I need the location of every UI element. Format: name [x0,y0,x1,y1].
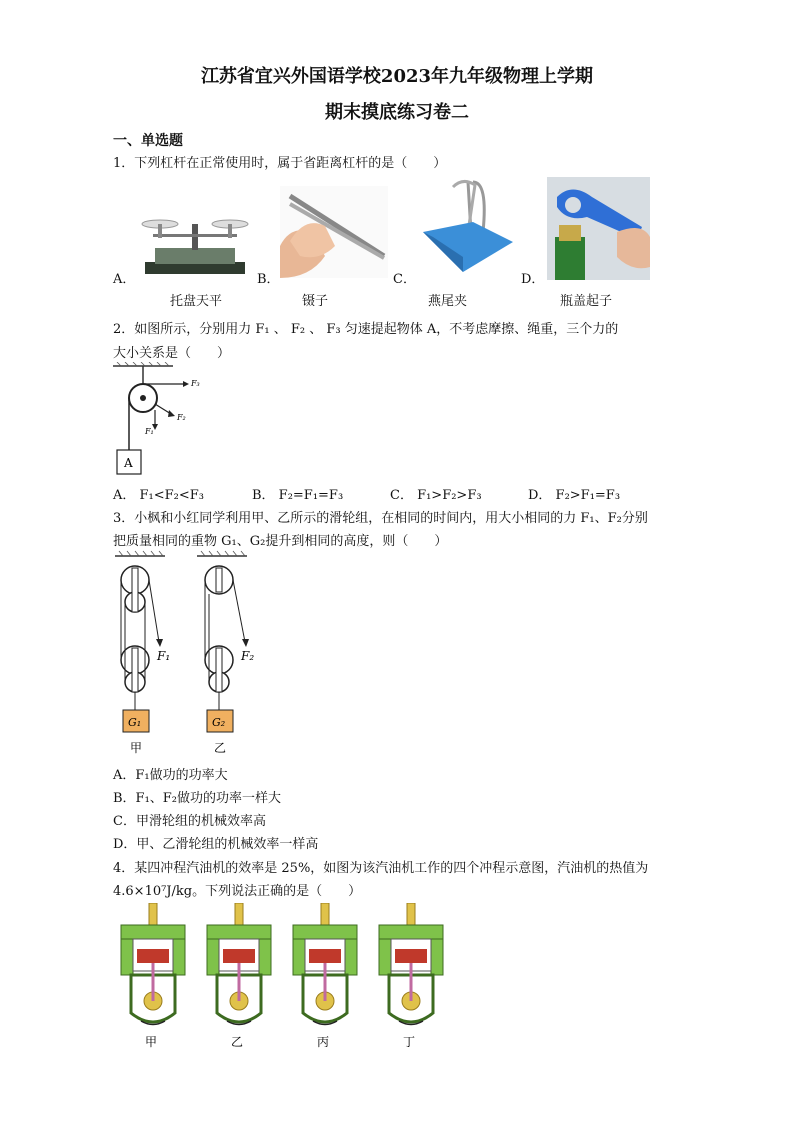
binder-clip-image [413,177,523,277]
q4-caption-ding: 丁 [403,1035,416,1049]
q1-option-b-caption: 镊子 [302,294,329,309]
q2-f1-label: F₁ [145,427,154,436]
balance-scale-image [135,210,255,280]
q3-right-force-label: F₂ [241,649,255,663]
q4-caption-bing: 丙 [317,1035,330,1049]
q2-pulley-figure [113,362,203,477]
q1-option-c-letter: C． [393,272,416,287]
q2-stem-line1: 2．如图所示，分别用力 F₁ 、 F₂ 、 F₃ 匀速提起物体 A，不考虑摩擦、绳重，三个力的 [113,322,619,337]
q3-left-weight-label: G₁ [128,716,142,729]
bottle-opener-image [547,177,650,280]
q3-option-d[interactable]: D．甲、乙滑轮组的机械效率一样高 [113,837,319,852]
section-heading: 一、单选题 [113,133,183,149]
q3-left-force-label: F₁ [157,649,171,663]
q3-right-caption: 乙 [214,741,227,755]
q3-option-c[interactable]: C．甲滑轮组的机械效率高 [113,814,266,829]
q3-pulley-system-figure [113,550,273,760]
q2-option-d[interactable]: D． F₂>F₁=F₃ [528,488,621,503]
q4-engine-strokes-figure [113,903,453,1053]
q1-stem: 1．下列杠杆在正常使用时，属于省距离杠杆的是（ ） [113,156,447,171]
page-title: 江苏省宜兴外国语学校2023年九年级物理上学期 [200,66,594,87]
q2-option-c[interactable]: C． F₁>F₂>F₃ [390,488,482,503]
q1-option-d-letter: D． [521,272,545,287]
q2-f2-label: F₂ [177,413,186,422]
q3-stem-line2: 把质量相同的重物 G₁、G₂提升到相同的高度，则（ ） [113,534,448,549]
q1-option-a-letter: A． [113,272,136,287]
q4-stem-line2: 4.6×10⁷J/kg。下列说法正确的是（ ） [113,884,362,899]
q3-option-b[interactable]: B．F₁、F₂做功的功率一样大 [113,791,282,806]
q2-f3-label: F₃ [191,379,200,388]
q1-option-b-letter: B． [257,272,280,287]
page-subtitle: 期末摸底练习卷二 [325,102,469,123]
q4-caption-yi: 乙 [231,1035,244,1049]
q2-box-label: A [124,456,133,470]
q1-option-c-caption: 燕尾夹 [428,294,468,309]
q4-caption-jia: 甲 [145,1035,158,1049]
tweezers-image [280,186,388,278]
q2-option-b[interactable]: B． F₂=F₁=F₃ [252,488,344,503]
q3-stem-line1: 3．小枫和小红同学利用甲、乙所示的滑轮组，在相同的时间内，用大小相同的力 F₁、F₂分别 [113,511,648,526]
q3-option-a[interactable]: A．F₁做功的功率大 [113,768,228,783]
q4-stem-line1: 4．某四冲程汽油机的效率是 25%，如图为该汽油机工作的四个冲程示意图，汽油机的热值为 [113,861,649,876]
q2-stem-line2: 大小关系是（ ） [113,346,231,361]
q3-right-weight-label: G₂ [212,716,226,729]
q1-option-a-caption: 托盘天平 [170,294,223,309]
q3-left-caption: 甲 [130,741,143,755]
q2-option-a[interactable]: A． F₁<F₂<F₃ [113,488,205,503]
q1-option-d-caption: 瓶盖起子 [560,294,613,309]
